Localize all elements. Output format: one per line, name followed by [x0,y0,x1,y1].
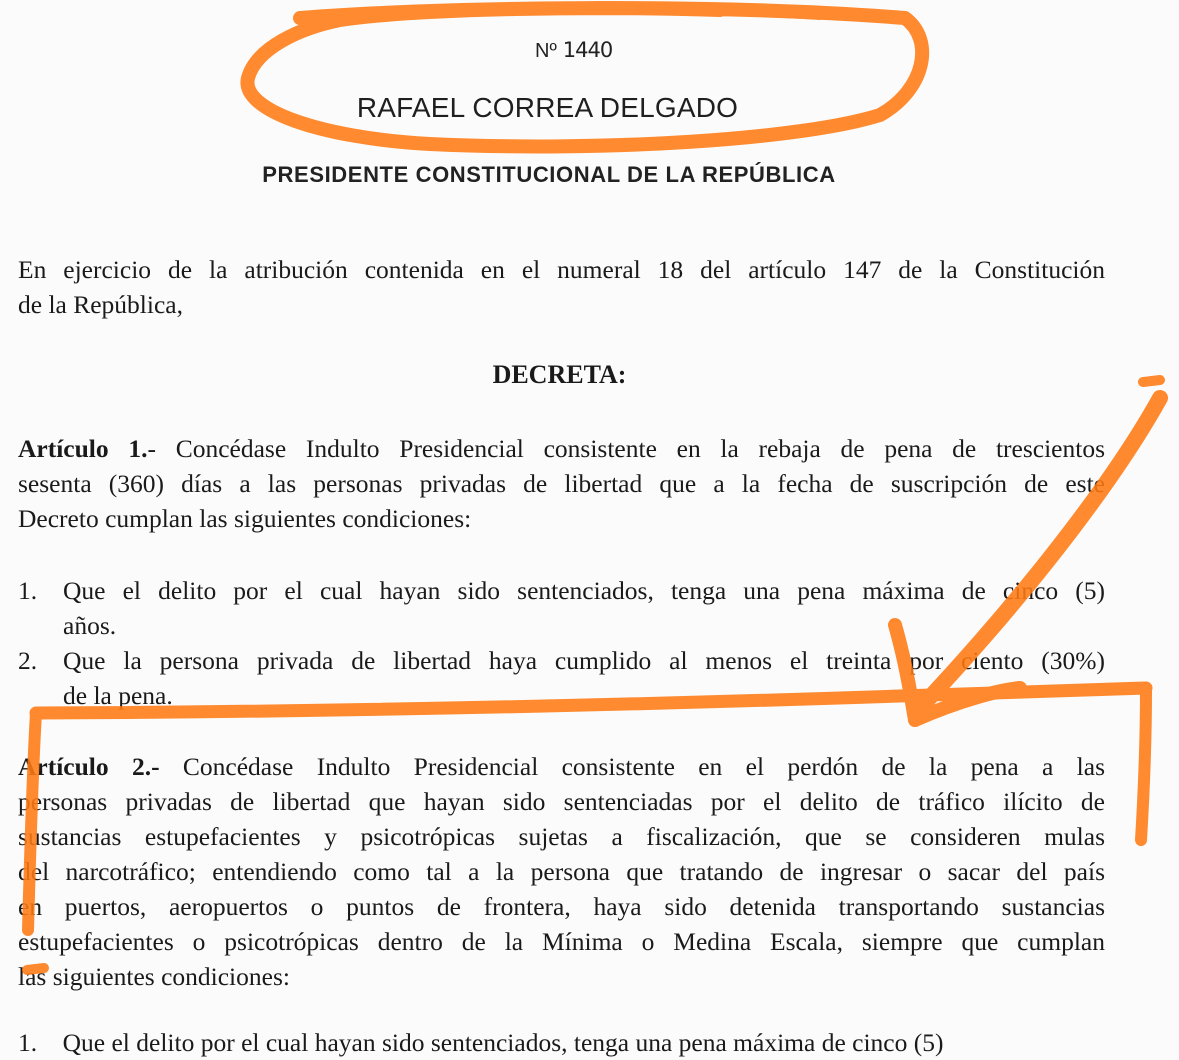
article-2-line: en puertos, aeropuertos o puntos de frontera, haya sido detenida transportando sustancias [18,892,1105,921]
list-item [18,643,1105,713]
article-2-line: las siguientes condiciones: [18,962,290,991]
highlight-box-right [1141,690,1146,840]
number-value: 1440 [562,38,613,62]
list-item [18,573,1105,643]
list-number: 2. [18,646,38,675]
article-2-line [18,749,1105,784]
president-name: RAFAEL CORREA DELGADO [356,92,739,123]
article-2-line: sustancias estupefacientes y psicotrópicas sujetas a fiscalización, que se consideren mulas [18,822,1105,851]
next-item-partial: 1. Que el delito por el cual hayan sido sentenciados, tenga una pena máxima de cinco (5) [18,1028,944,1057]
article-1-conditions [18,573,1105,713]
list-item-text: Que el delito por el cual hayan sido sentenciados, tenga una pena máxima de cinco (5) [63,576,1105,605]
article-1-text: - Concédase Indulto Presidencial consistente en la rebaja de pena de trescientos [147,434,1106,463]
list-number: 1. [18,576,38,605]
list-item-text: de la pena. [63,681,173,710]
article-1-line: sesenta (360) días a las personas privadas de libertad que a la fecha de suscripción de este [18,469,1105,498]
article-1-title: Artículo 1. [18,434,148,463]
preamble-line: En ejercicio de la atribución contenida en el numeral 18 del artículo 147 de la Constitución [18,255,1105,284]
president-office: PRESIDENTE CONSTITUCIONAL DE LA REPÚBLICA [262,162,836,187]
preamble-line: de la República, [18,290,183,319]
article-2-line: personas privadas de libertad que hayan sido sentenciadas por el delito de tráfico ilícito de [18,787,1105,816]
list-item-text: años. [63,611,117,640]
article-1 [18,431,1105,536]
article-2-line: del narcotráfico; entendiendo como tal a la persona que tratando de ingresar o sacar del país [18,857,1105,886]
article-2-text: Concédase Indulto Presidencial consistente en el perdón de la pena a las [159,752,1106,781]
article-2-title: Artículo 2.- [18,752,160,781]
preamble [18,252,1105,322]
decree-number [535,38,612,63]
list-item-text: Que la persona privada de libertad haya cumplido al menos el treinta por ciento (30%) [63,646,1105,675]
decreta-heading: DECRETA: [492,360,627,389]
highlight-loop-tail [690,8,820,14]
article-1-line: Decreto cumplan las siguientes condiciones: [18,504,472,533]
highlight-arrow-tip [1143,380,1160,382]
article-2-line: estupefacientes o psicotrópicas dentro de la Mínima o Medina Escala, siempre que cumplan [18,927,1105,956]
number-label: Nº [535,40,557,62]
highlight-loop [247,8,922,146]
article-1-line [18,431,1105,466]
article-2 [18,749,1105,994]
